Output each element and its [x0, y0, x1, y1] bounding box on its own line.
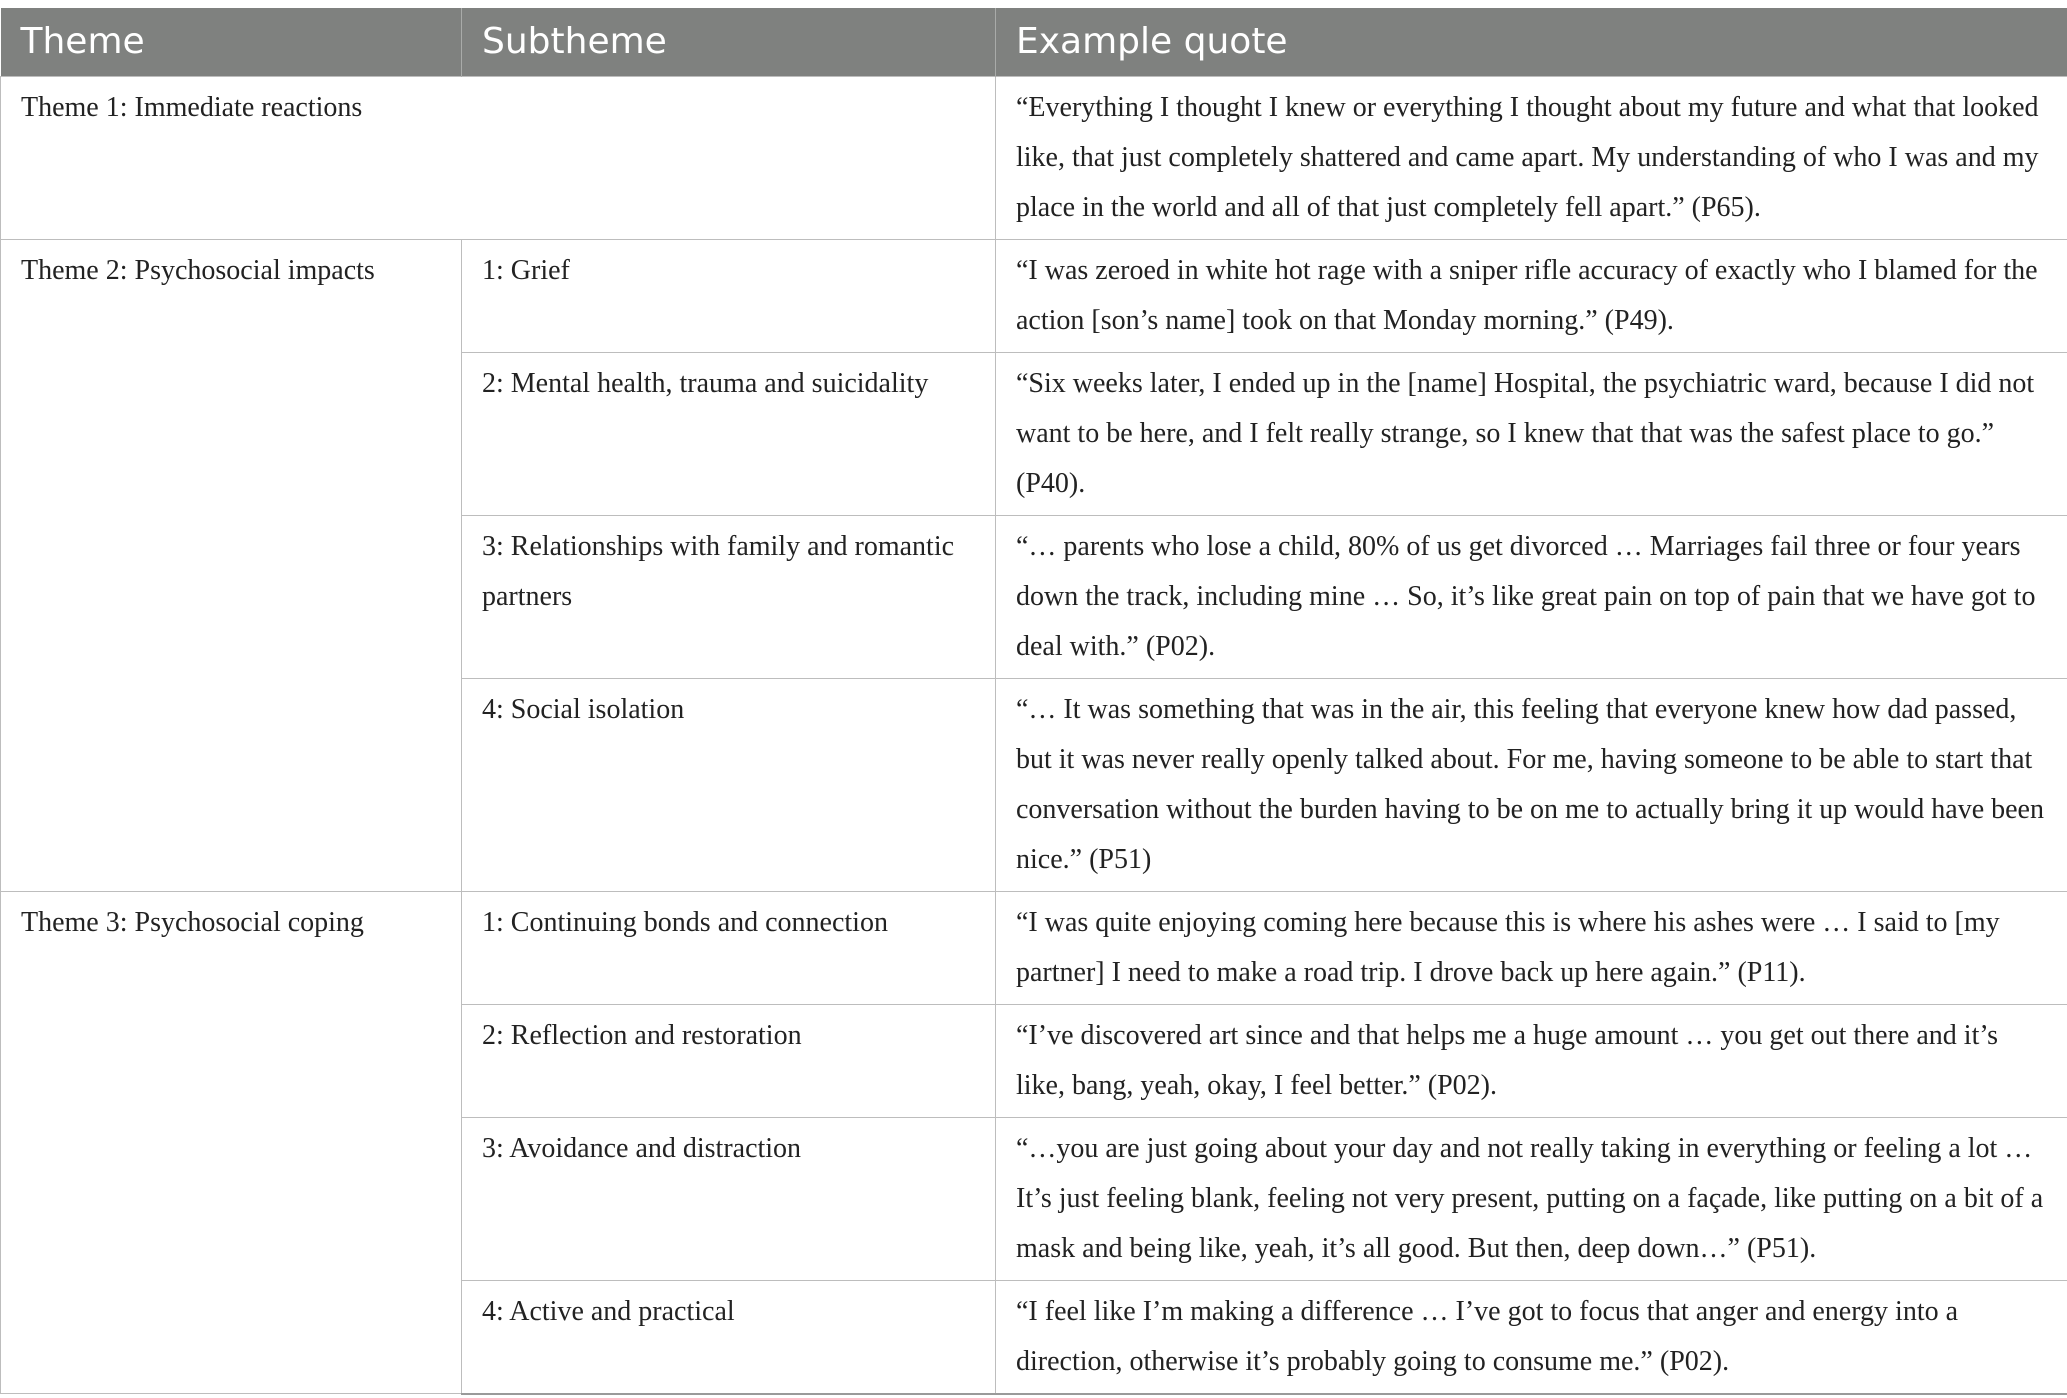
- table-header: [1, 8, 2067, 76]
- subtheme-cell: 4: Active and practical: [462, 1280, 996, 1394]
- quote-cell: “Six weeks later, I ended up in the [name] Hospital, the psychiatric ward, because I did not want to be here, and I felt really strange, so I knew that that was the safest place to go.” (P40).: [996, 352, 2067, 515]
- table-row: [1, 891, 2067, 1004]
- themes-table-container: [0, 8, 2067, 1395]
- subtheme-cell: 2: Mental health, trauma and suicidality: [462, 352, 996, 515]
- subtheme-cell: 2: Reflection and restoration: [462, 1004, 996, 1117]
- quote-cell: “I was quite enjoying coming here because this is where his ashes were … I said to [my partner] I need to make a road trip. I drove back up here again.” (P11).: [996, 891, 2067, 1004]
- table-body: [1, 76, 2067, 1394]
- quote-cell: “Everything I thought I knew or everything I thought about my future and what that looked like, that just completely shattered and came apart. My understanding of who I was and my place in the world and all of that just completely fell apart.” (P65).: [996, 76, 2067, 239]
- quote-cell: “I was zeroed in white hot rage with a sniper rifle accuracy of exactly who I blamed for the action [son’s name] took on that Monday morning.” (P49).: [996, 239, 2067, 352]
- subtheme-cell: 4: Social isolation: [462, 678, 996, 891]
- header-example-quote: Example quote: [996, 8, 2067, 76]
- quote-cell: “…you are just going about your day and not really taking in everything or feeling a lot … It’s just feeling blank, feeling not very present, putting on a façade, like putting on a bit of a mask and being like, yeah, it’s all good. But then, deep down…” (P51).: [996, 1117, 2067, 1280]
- table-row: [1, 239, 2067, 352]
- theme-cell: Theme 1: Immediate reactions: [1, 76, 996, 239]
- header-subtheme: Subtheme: [462, 8, 996, 76]
- quote-cell: “… parents who lose a child, 80% of us get divorced … Marriages fail three or four years down the track, including mine … So, it’s like great pain on top of pain that we have got to deal with.” (P02).: [996, 515, 2067, 678]
- quote-cell: “… It was something that was in the air, this feeling that everyone knew how dad passed, but it was never really openly talked about. For me, having someone to be able to start that conversation without the burden having to be on me to actually bring it up would have been nice.” (P51): [996, 678, 2067, 891]
- theme-cell: Theme 3: Psychosocial coping: [1, 891, 462, 1394]
- quote-cell: “I’ve discovered art since and that helps me a huge amount … you get out there and it’s like, bang, yeah, okay, I feel better.” (P02).: [996, 1004, 2067, 1117]
- quote-cell: “I feel like I’m making a difference … I’ve got to focus that anger and energy into a direction, otherwise it’s probably going to consume me.” (P02).: [996, 1280, 2067, 1394]
- header-row: [1, 8, 2067, 76]
- theme-cell: Theme 2: Psychosocial impacts: [1, 239, 462, 891]
- subtheme-cell: 1: Grief: [462, 239, 996, 352]
- themes-table: [0, 8, 2067, 1395]
- subtheme-cell: 1: Continuing bonds and connection: [462, 891, 996, 1004]
- subtheme-cell: 3: Relationships with family and romantic partners: [462, 515, 996, 678]
- header-theme: Theme: [1, 8, 462, 76]
- table-row: [1, 76, 2067, 239]
- subtheme-cell: 3: Avoidance and distraction: [462, 1117, 996, 1280]
